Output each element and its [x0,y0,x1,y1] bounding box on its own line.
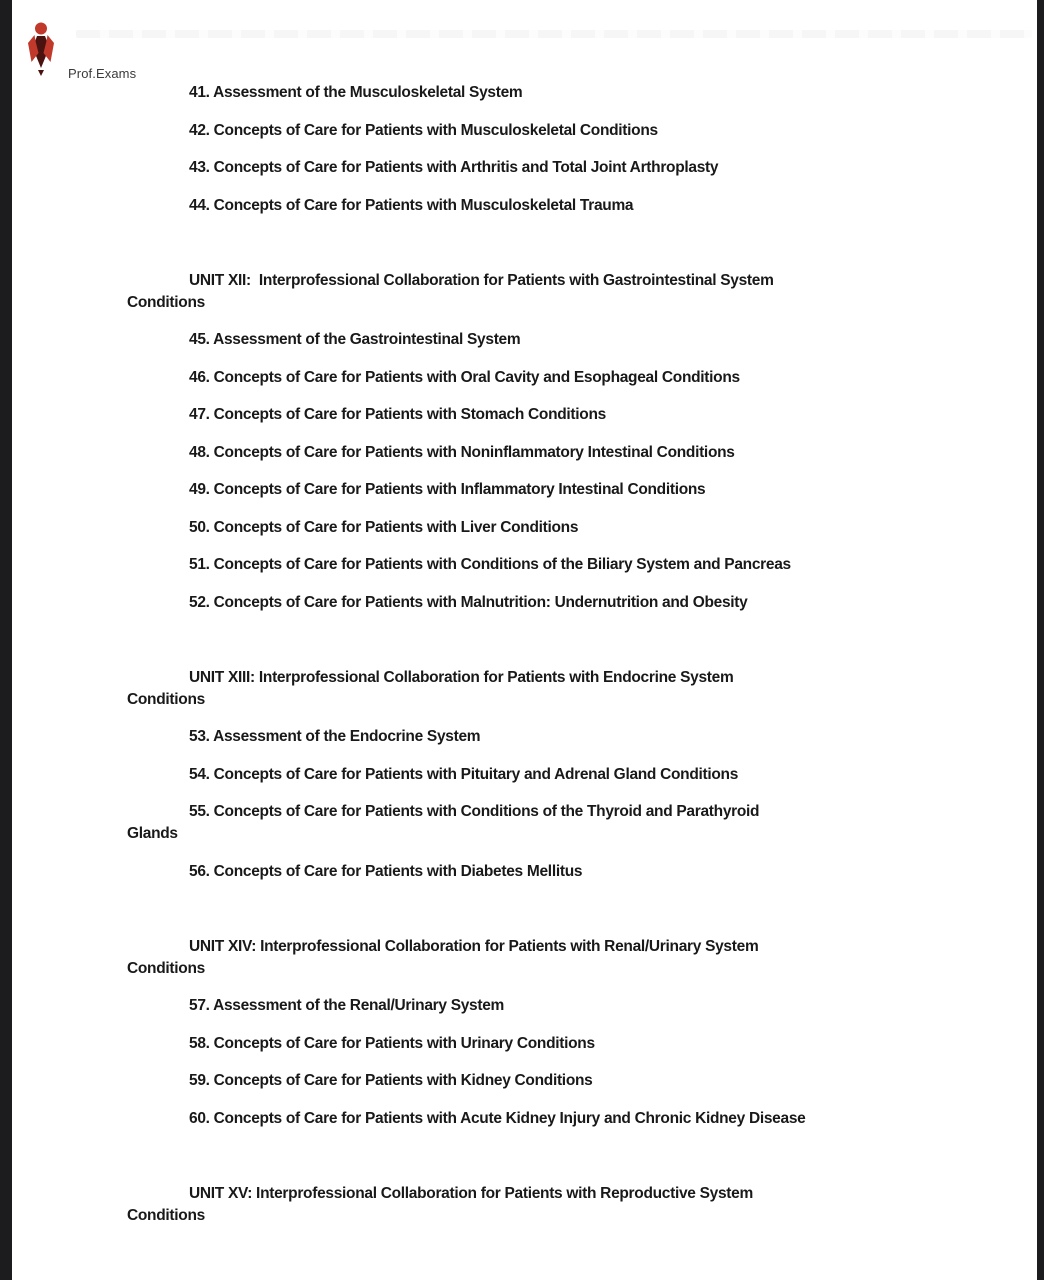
toc-chapter [127,726,1023,748]
toc-chapter-text: 44. Concepts of Care for Patients with Musculoskeletal Trauma [189,196,634,214]
toc-chapter [127,764,1023,786]
toc-chapter-text: 53. Assessment of the Endocrine System [189,728,481,745]
toc-unit-text-wrap: Conditions [127,1206,205,1224]
page-bleed-artifact [76,30,1032,38]
toc-chapter-text: 54. Concepts of Care for Patients with Pituitary and Adrenal Gland Conditions [189,765,739,783]
toc-unit-text-wrap: Conditions [127,293,205,311]
toc-unit-text: UNIT XV: Interprofessional Collaboration for Patients with Reproductive System [189,1184,753,1202]
toc-chapter-text: 46. Concepts of Care for Patients with Oral Cavity and Esophageal Conditions [189,368,740,386]
toc-chapter [127,82,1023,104]
toc-chapter [127,995,1023,1017]
toc-chapter-text: 52. Concepts of Care for Patients with Malnutrition: Undernutrition and Obesity [189,593,748,611]
toc-unit-text: UNIT XIV: Interprofessional Collaboration for Patients with Renal/Urinary System [189,937,759,955]
toc-chapter [127,157,1023,179]
toc-chapter [127,1070,1023,1092]
toc-chapter-text: 60. Concepts of Care for Patients with Acute Kidney Injury and Chronic Kidney Disease [189,1109,806,1127]
toc-chapter-text: 56. Concepts of Care for Patients with Diabetes Mellitus [189,862,583,880]
toc-chapter-text: 43. Concepts of Care for Patients with Arthritis and Total Joint Arthroplasty [189,159,719,176]
toc-chapter-text: 49. Concepts of Care for Patients with Inflammatory Intestinal Conditions [189,481,706,498]
toc-unit-heading [127,270,1023,314]
toc-unit-text: UNIT XII: Interprofessional Collaboration for Patients with Gastrointestinal System [189,271,774,289]
toc-chapter-text: 50. Concepts of Care for Patients with Liver Conditions [189,518,579,536]
toc-unit-heading [127,667,1023,711]
toc-chapter-text: 48. Concepts of Care for Patients with Noninflammatory Intestinal Conditions [189,443,735,461]
toc-unit-text-wrap: Conditions [127,690,205,708]
toc-chapter-text: 59. Concepts of Care for Patients with Kidney Conditions [189,1072,593,1089]
toc-chapter [127,120,1023,142]
toc-chapter [127,592,1023,614]
toc-chapter [127,404,1023,426]
toc-chapter [127,442,1023,464]
toc-chapter [127,195,1023,217]
toc-chapter [127,801,1023,845]
toc-unit-text: UNIT XIII: Interprofessional Collaboration for Patients with Endocrine System [189,668,734,686]
toc-chapter [127,479,1023,501]
toc-unit-heading [127,936,1023,980]
brand-name: Prof.Exams [68,66,137,81]
toc-chapter [127,329,1023,351]
toc-chapter-text: 51. Concepts of Care for Patients with Conditions of the Biliary System and Pancreas [189,556,791,573]
toc-chapter-text: 47. Concepts of Care for Patients with Stomach Conditions [189,406,606,423]
profexams-logo-icon [27,21,59,77]
toc-chapter-text: 55. Concepts of Care for Patients with Conditions of the Thyroid and Parathyroid [189,803,760,820]
toc-unit-heading [127,1183,1023,1227]
toc-chapter [127,861,1023,883]
toc-chapter-text: 45. Assessment of the Gastrointestinal System [189,331,521,348]
toc-chapter [127,1108,1023,1130]
toc-chapter [127,517,1023,539]
left-edge-bar [0,0,12,1280]
toc-chapter [127,1033,1023,1055]
toc-chapter [127,554,1023,576]
toc-chapter [127,367,1023,389]
toc-chapter-text: 57. Assessment of the Renal/Urinary System [189,997,505,1014]
toc-unit-text-wrap: Conditions [127,959,205,977]
table-of-contents [127,82,1023,1242]
right-edge-bar [1037,0,1044,1280]
toc-chapter-text-wrap: Glands [127,825,178,842]
toc-chapter-text: 58. Concepts of Care for Patients with Urinary Conditions [189,1034,595,1052]
toc-chapter-text: 41. Assessment of the Musculoskeletal System [189,84,523,101]
toc-chapter-text: 42. Concepts of Care for Patients with Musculoskeletal Conditions [189,121,658,139]
